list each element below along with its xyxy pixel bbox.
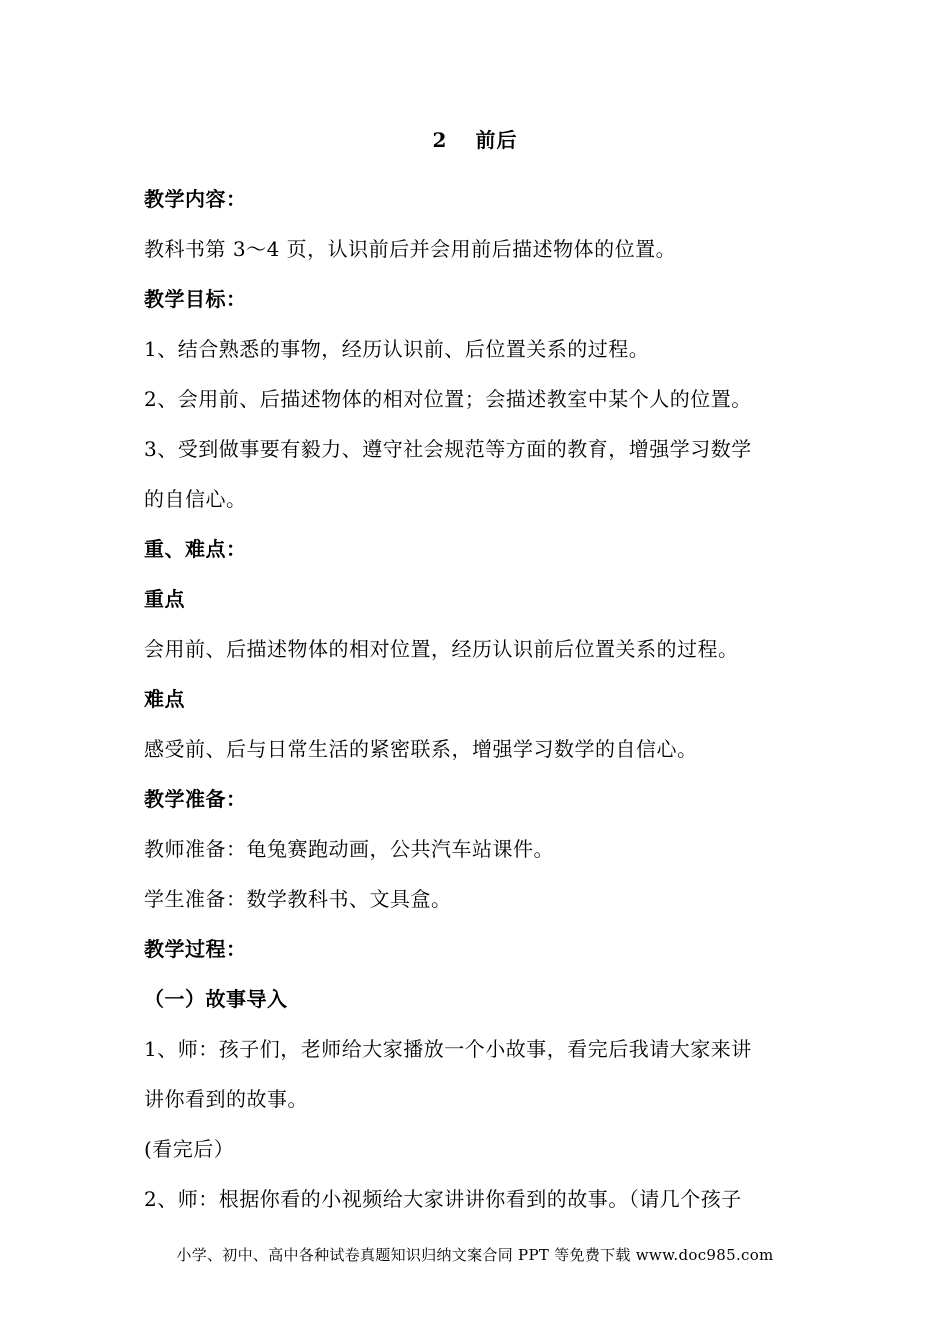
difficult-point-text: 感受前、后与日常生活的紧密联系，增强学习数学的自信心。	[144, 737, 698, 761]
lesson-title	[0, 124, 950, 153]
goal-item-3-line-1: 3、受到做事要有毅力、遵守社会规范等方面的教育，增强学习数学	[144, 437, 752, 461]
step-2-line-1: 2、师：根据你看的小视频给大家讲讲你看到的故事。（请几个孩子	[144, 1187, 742, 1211]
lesson-title-text: 前后	[475, 128, 518, 152]
content-heading: 教学内容：	[144, 187, 247, 211]
goal-item-2: 2、会用前、后描述物体的相对位置；会描述教室中某个人的位置。	[144, 387, 752, 411]
teacher-preparation: 教师准备：龟兔赛跑动画，公共汽车站课件。	[144, 837, 554, 861]
step-1-line-2: 讲你看到的故事。	[144, 1087, 308, 1111]
key-point-heading: 重点	[144, 587, 185, 611]
goal-item-1: 1、结合熟悉的事物，经历认识前、后位置关系的过程。	[144, 337, 650, 361]
preparation-heading: 教学准备：	[144, 787, 247, 811]
key-point-text: 会用前、后描述物体的相对位置，经历认识前后位置关系的过程。	[144, 637, 739, 661]
goal-item-3-line-2: 的自信心。	[144, 487, 247, 511]
step-1-line-1: 1、师：孩子们，老师给大家播放一个小故事，看完后我请大家来讲	[144, 1037, 752, 1061]
goals-heading: 教学目标：	[144, 287, 247, 311]
page-footer: 小学、初中、高中各种试卷真题知识归纳文案合同 PPT 等免费下载 www.doc985.com	[176, 1246, 774, 1264]
part-one-heading: （一）故事导入	[144, 987, 288, 1011]
difficult-point-heading: 难点	[144, 687, 185, 711]
content-text: 教科书第 3～4 页，认识前后并会用前后描述物体的位置。	[144, 237, 677, 261]
key-difficult-heading: 重、难点：	[144, 537, 247, 561]
student-preparation: 学生准备：数学教科书、文具盒。	[144, 887, 452, 911]
lesson-number: 2	[432, 128, 448, 152]
after-watching-note: (看完后）	[144, 1137, 235, 1161]
lesson-body	[144, 174, 809, 1224]
process-heading: 教学过程：	[144, 937, 247, 961]
